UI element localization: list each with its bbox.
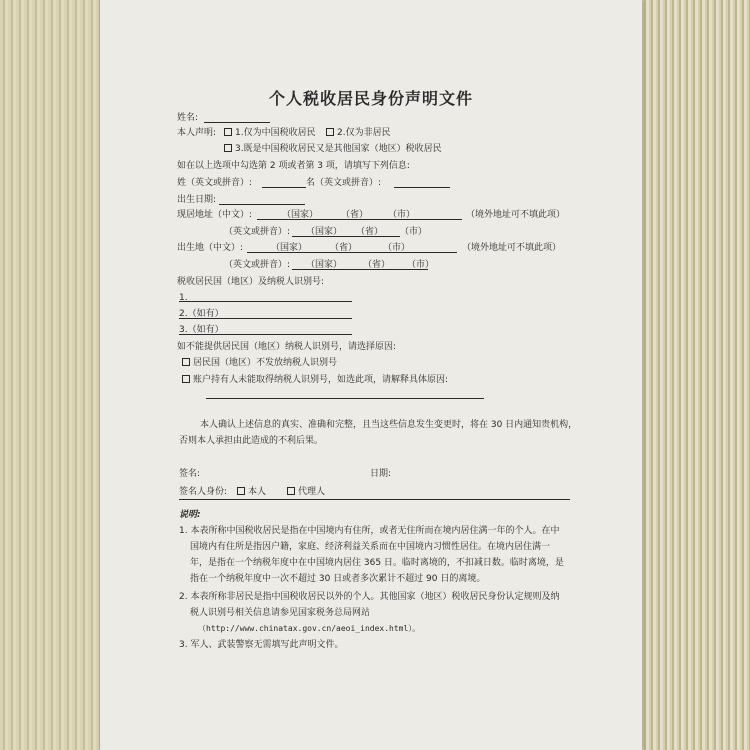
birthplace-province-en: （省） <box>363 260 391 270</box>
birthplace-province: （省） <box>330 243 358 253</box>
signature-label: 签名: <box>179 469 201 479</box>
page-title: 个人税收居民身份声明文件 <box>268 89 473 108</box>
tin-field-1[interactable] <box>179 301 352 302</box>
birthplace-city-en: （市） <box>407 260 435 270</box>
notes-heading: 说明: <box>179 510 201 520</box>
confirmation-line-1: 本人确认上述信息的真实、准确和完整，且当这些信息发生变更时，将在 30 日内通知贵机构， <box>200 420 578 430</box>
instruction-text: 如在以上选项中勾选第 2 项或者第 3 项，请填写下列信息: <box>177 161 410 171</box>
residence-country-en: （国家） <box>306 227 343 237</box>
birth-date-field[interactable] <box>219 204 305 205</box>
given-name-label: 名（英文或拼音）: <box>306 178 382 188</box>
checkbox[interactable] <box>224 144 232 152</box>
birthplace-city: （市） <box>383 243 411 253</box>
tin-field-2[interactable] <box>179 318 352 319</box>
checkbox[interactable] <box>237 487 245 495</box>
surname-field[interactable] <box>262 187 306 188</box>
date-label: 日期: <box>370 469 392 479</box>
tin-item-2: 2.（如有） <box>179 309 224 319</box>
no-tin-label: 如不能提供居民国（地区）纳税人识别号，请选择原因: <box>177 342 397 352</box>
residence-city-en: （市） <box>400 227 428 237</box>
signer-option-self[interactable]: 本人 <box>237 487 266 498</box>
no-tin-reason-2[interactable]: 账户持有人未能取得纳税人识别号，如选此项，请解释具体原因: <box>182 375 448 386</box>
checkbox[interactable] <box>182 358 190 366</box>
birthplace-label-en: （英文或拼音）: <box>224 260 291 270</box>
declaration-label: 本人声明: <box>177 128 217 138</box>
checkbox[interactable] <box>326 128 334 136</box>
residence-country: （国家） <box>282 210 319 220</box>
tin-field-3[interactable] <box>179 334 352 335</box>
confirmation-line-2: 否则本人承担由此造成的不利后果。 <box>179 436 324 446</box>
note-line: 国境内有住所是指因户籍，家庭、经济利益关系而在中国境内习惯性居住。在境内居住满一 <box>190 542 551 552</box>
checkbox[interactable] <box>182 375 190 383</box>
option-1[interactable]: 1.仅为中国税收居民 <box>224 128 316 139</box>
name-label: 姓名: <box>177 113 199 123</box>
signer-option-agent[interactable]: 代理人 <box>287 487 325 498</box>
tin-label: 税收居民国（地区）及纳税人识别号: <box>177 277 325 287</box>
note-line: 指在一个纳税年度中一次不超过 30 日或者多次累计不超过 90 日的离境。 <box>190 574 486 584</box>
note-line: 1. 本表所称中国税收居民是指在中国境内有住所，或者无住所而在境内居住满一年的个人。在中 <box>179 526 560 536</box>
note-line: 年，是指在一个纳税年度中在中国境内居住 365 日。临时离境的，不扣减日数。临时离境，是 <box>190 558 564 568</box>
residence-label-en: （英文或拼音）: <box>224 227 291 237</box>
note-line: 2. 本表所称非居民是指中国税收居民以外的个人。其他国家（地区）税收居民身份认定规则及纳 <box>179 592 560 602</box>
option-3[interactable]: 3.既是中国税收居民又是其他国家（地区）税收居民 <box>224 144 442 155</box>
residence-province-en: （省） <box>356 227 384 237</box>
residence-label-cn: 现居地址（中文）: <box>177 210 253 220</box>
no-tin-reason-1[interactable]: 居民国（地区）不发放纳税人识别号 <box>182 358 337 369</box>
name-field[interactable] <box>204 122 270 123</box>
document-page <box>100 0 642 750</box>
reason-explanation-field[interactable] <box>206 398 484 399</box>
checkbox[interactable] <box>287 487 295 495</box>
given-name-field[interactable] <box>394 187 450 188</box>
note-line: 税人识别号相关信息请参见国家税务总局网站 <box>190 608 371 618</box>
residence-province: （省） <box>341 210 369 220</box>
birthplace-label-cn: 出生地（中文）: <box>177 243 244 253</box>
birth-date-label: 出生日期: <box>177 195 217 205</box>
residence-note: （境外地址可不填此项） <box>466 210 566 220</box>
note-line: 3. 军人、武装警察无需填写此声明文件。 <box>179 640 344 650</box>
tin-item-1: 1. <box>179 293 188 303</box>
birthplace-note: （境外地址可不填此项） <box>462 243 562 253</box>
signer-identity-label: 签名人身份: <box>179 487 228 497</box>
note-url: （http://www.chinatax.gov.cn/aeoi_index.html）。 <box>198 624 421 633</box>
divider-line <box>179 499 570 500</box>
checkbox[interactable] <box>224 128 232 136</box>
birthplace-country: （国家） <box>271 243 308 253</box>
surname-label: 姓（英文或拼音）: <box>177 178 253 188</box>
residence-city: （市） <box>388 210 416 220</box>
birthplace-country-en: （国家） <box>306 260 343 270</box>
tin-item-3: 3.（如有） <box>179 325 224 335</box>
option-2[interactable]: 2.仅为非居民 <box>326 128 391 139</box>
background-right <box>642 0 750 750</box>
